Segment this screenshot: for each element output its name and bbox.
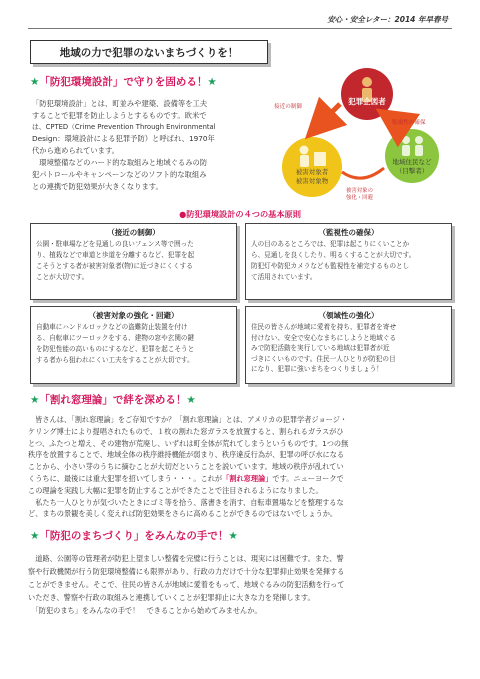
principle-body — [36, 239, 231, 283]
text-line: ことが大切です。 — [36, 273, 89, 281]
principle-body — [36, 322, 231, 366]
text-line: り、植栽などで車道と歩道を分離するなど、犯罪を起 — [36, 251, 195, 259]
section1-heading — [30, 74, 217, 89]
text-line: て活用されています。 — [251, 273, 317, 281]
text-line: との連携で防犯効果が大きくなります。 — [32, 181, 163, 191]
star-icon: ★ — [30, 530, 40, 542]
principle-box-territoriality — [245, 306, 452, 384]
target-label-2: 被害対象物 — [295, 177, 329, 185]
text-line: この理論を実践し大幅に犯罪を防止することができたことで注目されるようになりました。 — [28, 485, 323, 495]
text-line: ら、見通しを良くしたり、明るくすることが大切です。 — [251, 251, 416, 259]
newsletter-title: 安心・安全レター：2014 年早春号 — [327, 15, 448, 24]
principle-box-access — [30, 223, 237, 300]
text-line: することで犯罪を防止しようとするものです。欧米で — [32, 110, 207, 120]
principle-body — [251, 239, 446, 283]
text-line: 察や行政機関が行う防犯環境整備にも限界があり、行政の力だけで十分な犯罪抑止効果を発揮する — [28, 567, 345, 576]
text-line: 皆さんは、「割れ窓理論」をご存知ですか？「割れ窓理論」とは、アメリカの犯罪学者ジョージ・ — [28, 415, 348, 424]
text-line: みで防犯活動を実行している地域は犯罪者が近 — [251, 344, 390, 353]
access-control-label: 接近の制御 — [274, 104, 302, 110]
text-line: は、CPTED（Crime Prevention Through Environmental — [32, 122, 216, 131]
access-control-arrow — [312, 104, 340, 132]
main-title-box — [30, 40, 268, 64]
text-line: 「防犯環境設計」とは、町並みや建築、設備等を工夫 — [32, 99, 208, 108]
section1-heading-text: 「防犯環境設計」で守りを固める！ — [39, 76, 208, 88]
text-line: とつ、ふたつと増え、その建物が荒廃し、いずれは町全体が荒れてしまうというものです。1つの無 — [28, 438, 349, 448]
section1-body — [32, 98, 277, 192]
cpted-diagram — [272, 64, 450, 202]
surveillance-label: 監視性の確保 — [392, 120, 426, 126]
text-line: Design：環境設計による犯罪予防）と呼ばれ、1970年 — [32, 134, 215, 144]
page-header — [0, 14, 480, 32]
text-line: 自動車にハンドルロックなどの盗難防止装置を付け — [36, 323, 188, 331]
principle-title: （領域性の強化） — [318, 311, 379, 320]
principle-box-target-hardening — [30, 306, 237, 384]
principle-title: （被害対象の強化・回避） — [88, 311, 179, 320]
star-icon: ★ — [228, 530, 238, 542]
text-line: 人の目のあるところでは、犯罪は起こりにくいことか — [251, 240, 410, 248]
text-line: 住民の皆さんが地域に愛着を持ち、犯罪者を寄せ — [251, 323, 397, 331]
text-line: 公園・駐車場などを見通しの良いフェンス等で囲った — [36, 240, 194, 248]
text-line: 犯パトロールやキャンペーンなどのソフト的な取組み — [32, 169, 207, 179]
text-line: する者から狙われにくい工夫をすることが大切です。 — [36, 356, 194, 364]
text-line: こそうとする者が被害対象者(物)に近づきにくくする — [36, 262, 193, 270]
star-icon: ★ — [30, 76, 40, 88]
text-line: る、自転車にツーロックをする、建物の窓や玄関の鍵 — [36, 334, 195, 342]
text-line: ど、まちの景観を美しく変えれば防犯効果をさらに高めることができるのではないでしょうか。 — [28, 509, 338, 519]
star-icon: ★ — [186, 394, 196, 406]
text-line: 環境整備などのハード的な取組みと地域ぐるみの防 — [32, 157, 208, 167]
principle-title: （接近の制御） — [107, 228, 160, 237]
offender-label: 犯罪企図者 — [348, 97, 386, 106]
text-line: 「防犯のまち」をみんなの手で！ できることから始めてみませんか。 — [28, 606, 262, 615]
text-line: になり、犯罪に強いまちをつくりましょう！ — [251, 365, 383, 374]
section3-body — [28, 552, 458, 617]
text-line: いただき、警察や行政の取組みと連携していくことが犯罪抑止に大きな力を発揮します。 — [28, 593, 315, 602]
target-label-1: 被害対象者 — [295, 168, 329, 176]
text-line: を防犯性能の高いものにするなど、犯罪を起こそうと — [36, 345, 195, 353]
text-line: づきにくいものです。住民一人ひとりが防犯の目 — [251, 354, 396, 363]
header-rule — [28, 28, 452, 29]
target-hardening-label-2: 強化・回避 — [346, 195, 373, 201]
text-line: 防犯灯や防犯カメラなども監視性を補完するものとし — [251, 262, 410, 270]
text-line: 付けない、安全で安心なまちにしようと地域ぐる — [251, 333, 397, 342]
text-line: 私たち一人ひとりが気づいたときにゴミ等を拾う、落書きを消す、自転車置場などを整理するな — [28, 497, 344, 507]
text-line: 代から進められています。 — [32, 146, 119, 156]
principle-title: （監視性の確保） — [318, 228, 379, 237]
text-line: 秩序を放置することで、地域全体の秩序維持機能が弱まり、秩序違反行為が、犯罪の呼び水になる — [28, 450, 345, 460]
main-title: 地域の力で犯罪のないまちづくりを！ — [59, 47, 239, 59]
star-icon: ★ — [30, 394, 40, 406]
highlighted-term: 「割れ窓理論」 — [222, 473, 273, 483]
section2-heading-text: 「割れ窓理論」で絆を深める！ — [39, 394, 187, 406]
target-circle — [282, 137, 342, 197]
residents-label-2: （目撃者） — [395, 167, 429, 175]
section2-heading — [30, 392, 196, 407]
text-line: くうちに、最後には重大犯罪を招いてしまう・・・。これが「割れ窓理論」です。ニューヨークで — [28, 473, 344, 483]
target-hardening-label-1: 被害対象の — [346, 188, 373, 194]
residents-label-1: 地域住民など — [392, 158, 432, 166]
star-icon: ★ — [207, 76, 217, 88]
principles-title: ●防犯環境設計の４つの基本原則 — [179, 209, 301, 219]
text-line: ケリング博士により提唱されたもので、１枚の割れた窓ガラスを放置すると、割られるガラスがひ — [28, 426, 344, 436]
text-line: ことができません。そこで、住民の皆さんが地域に愛着をもって、地域ぐるみの防犯活動を行って — [28, 580, 345, 589]
section3-heading-text: 「防犯のまちづくり」をみんなの手で！ — [39, 530, 229, 542]
section2-body — [28, 414, 458, 520]
principle-body — [251, 322, 446, 375]
text-line: 道路、公園等の管理者が防犯上望ましい整備を完璧に行うことは、現実には困難です。また、警 — [28, 554, 344, 563]
section3-heading — [30, 528, 238, 543]
principle-box-surveillance — [245, 223, 452, 300]
text-line: ことから、小さい芽のうちに摘むことが大切だということを説いています。地域の秩序が乱れてい — [28, 462, 344, 472]
target-hardening-arrow — [342, 168, 384, 178]
